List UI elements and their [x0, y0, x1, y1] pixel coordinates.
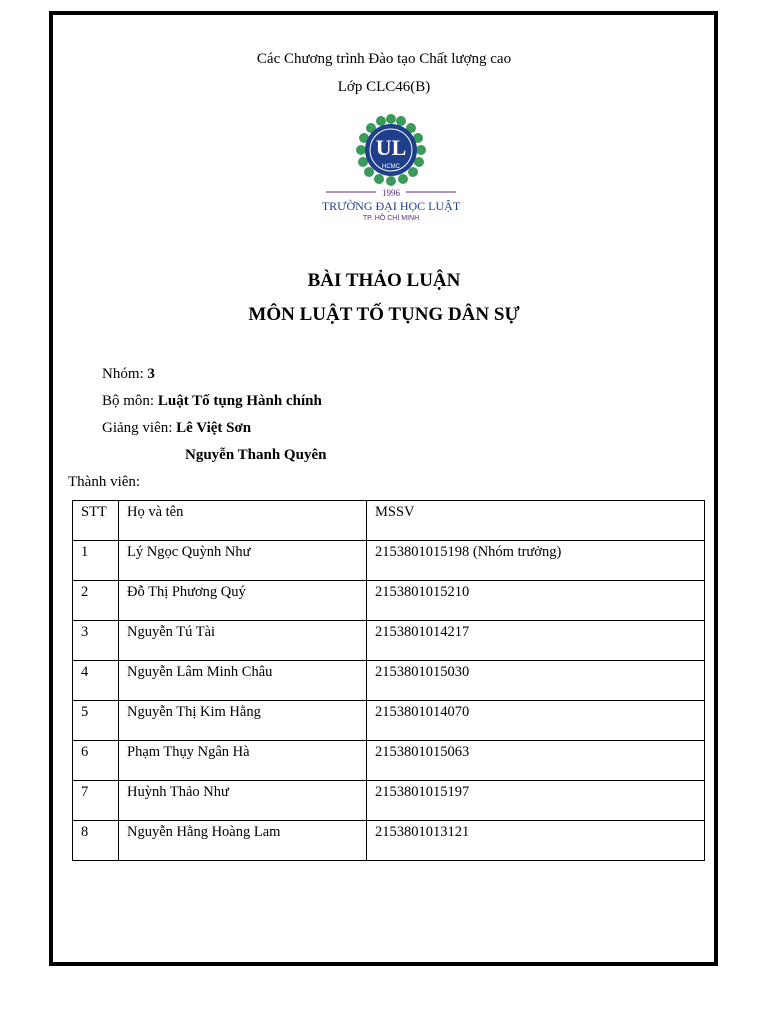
logo-city-badge: HCMC: [382, 164, 400, 170]
cell-name: Đỗ Thị Phương Quý: [119, 581, 367, 621]
table-header-row: [73, 501, 705, 541]
cell-mssv: 2153801015197: [367, 781, 705, 821]
cell-name: Nguyễn Tú Tài: [119, 621, 367, 661]
header-mssv: MSSV: [367, 501, 705, 541]
table-row: [73, 621, 705, 661]
cell-stt: 8: [73, 821, 119, 861]
logo-name-line1: TRƯỜNG ĐẠI HỌC LUẬT: [321, 199, 461, 213]
table-row: [73, 701, 705, 741]
members-label: Thành viên:: [68, 474, 141, 490]
subject-line: [102, 393, 322, 410]
cell-mssv: 2153801014217: [367, 621, 705, 661]
cell-name: Nguyễn Lâm Minh Châu: [119, 661, 367, 701]
table-row: [73, 821, 705, 861]
logo-year: 1996: [382, 188, 400, 198]
cell-stt: 5: [73, 701, 119, 741]
lecturer-name-2: Nguyễn Thanh Quyên: [185, 447, 327, 463]
cell-mssv: 2153801015198 (Nhóm trưởng): [367, 541, 705, 581]
cell-name: Huỳnh Thảo Như: [119, 781, 367, 821]
subject-label: Bộ môn:: [102, 393, 155, 409]
subject-value: Luật Tố tụng Hành chính: [157, 393, 322, 409]
cell-stt: 6: [73, 741, 119, 781]
cell-mssv: 2153801015030: [367, 661, 705, 701]
cell-stt: 3: [73, 621, 119, 661]
cell-name: Nguyễn Hằng Hoàng Lam: [119, 821, 367, 861]
table-row: [73, 581, 705, 621]
document-subtitle: MÔN LUẬT TỐ TỤNG DÂN SỰ: [248, 304, 520, 325]
group-label: Nhóm:: [102, 366, 144, 382]
table-row: [73, 541, 705, 581]
table-row: [73, 781, 705, 821]
class-heading: Lớp CLC46(B): [337, 79, 431, 95]
lecturer-name-1: Lê Việt Sơn: [176, 420, 252, 436]
cell-mssv: 2153801013121: [367, 821, 705, 861]
cell-stt: 2: [73, 581, 119, 621]
cell-name: Lý Ngọc Quỳnh Như: [119, 541, 367, 581]
logo-monogram: UL: [375, 135, 407, 160]
group-value: 3: [147, 366, 155, 382]
logo-name-line2: TP. HỒ CHÍ MINH: [362, 215, 420, 222]
university-logo-icon: [306, 110, 476, 230]
header-stt: STT: [73, 501, 119, 541]
table-row: [73, 661, 705, 701]
cell-stt: 1: [73, 541, 119, 581]
document-title: BÀI THẢO LUẬN: [307, 270, 461, 291]
cell-mssv: 2153801015210: [367, 581, 705, 621]
header-name: Họ và tên: [119, 501, 367, 541]
cell-stt: 7: [73, 781, 119, 821]
cell-stt: 4: [73, 661, 119, 701]
lecturer-line: [102, 420, 251, 437]
university-logo: [306, 110, 476, 230]
cell-mssv: 2153801014070: [367, 701, 705, 741]
group-line: [102, 366, 155, 383]
cell-name: Nguyễn Thị Kim Hằng: [119, 701, 367, 741]
lecturer-label: Giảng viên:: [102, 420, 173, 436]
cell-mssv: 2153801015063: [367, 741, 705, 781]
table-row: [73, 741, 705, 781]
program-heading: Các Chương trình Đào tạo Chất lượng cao: [256, 51, 512, 67]
cell-name: Phạm Thụy Ngân Hà: [119, 741, 367, 781]
members-table: [72, 500, 705, 861]
